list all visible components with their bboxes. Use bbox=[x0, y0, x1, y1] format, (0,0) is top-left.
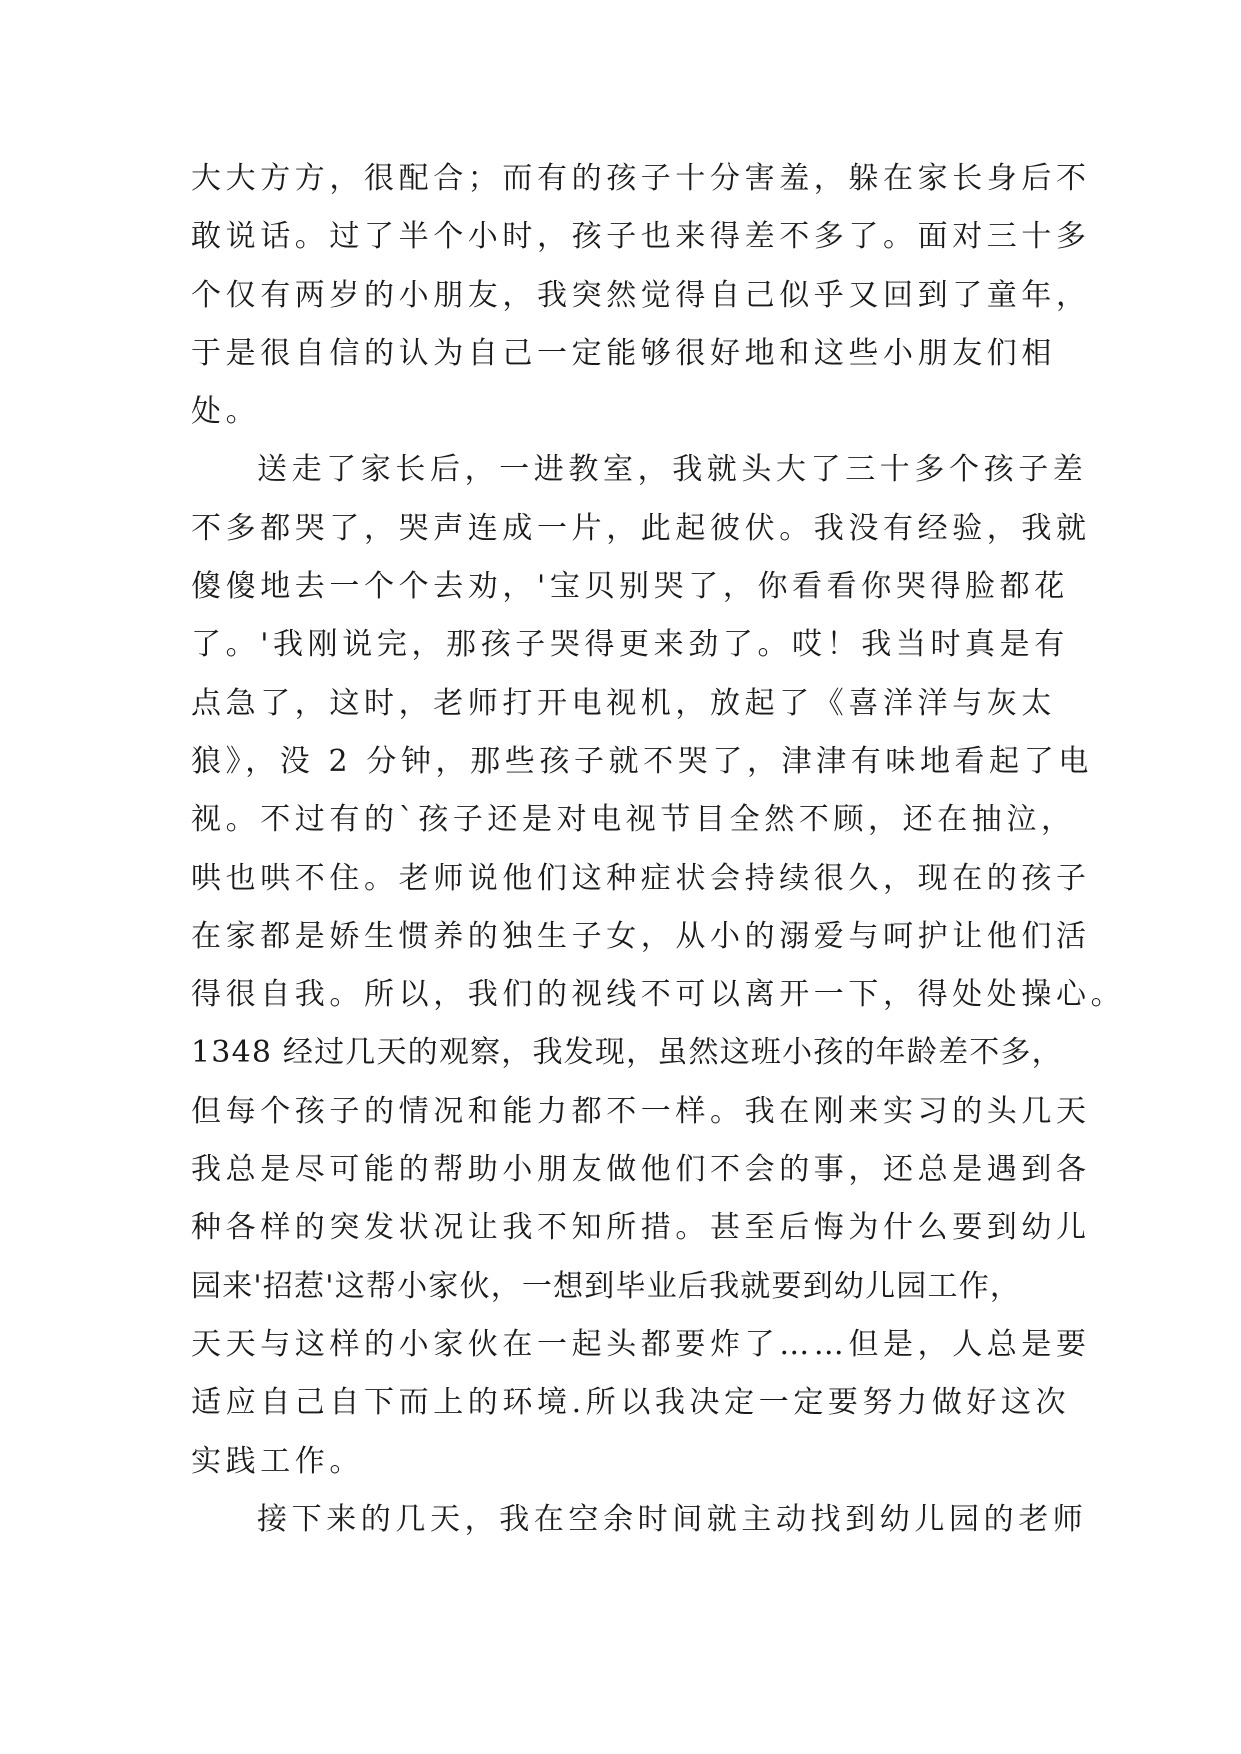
text-line: 个仅有两岁的小朋友，我突然觉得自己似乎又回到了童年， bbox=[191, 277, 1091, 313]
text-line: 种各样的突发状况让我不知所措。甚至后悔为什么要到幼儿 bbox=[191, 1210, 1091, 1246]
text-line: 天天与这样的小家伙在一起头都要炸了……但是，人总是要 bbox=[191, 1326, 1091, 1362]
paragraph-start-line: 接下来的几天，我在空余时间就主动找到幼儿园的老师 bbox=[257, 1501, 1088, 1537]
text-line: 在家都是娇生惯养的独生子女，从小的溺爱与呵护让他们活 bbox=[191, 918, 1091, 954]
text-line: 了。'我刚说完，那孩子哭得更来劲了。哎！我当时真是有 bbox=[191, 627, 1069, 663]
text-line: 我总是尽可能的帮助小朋友做他们不会的事，还总是遇到各 bbox=[191, 1152, 1091, 1188]
text-line: 但每个孩子的情况和能力都不一样。我在刚来实习的头几天 bbox=[191, 1093, 1091, 1129]
text-line: 于是很自信的认为自己一定能够很好地和这些小朋友们相 bbox=[191, 335, 1056, 371]
text-line: 1348 经过几天的观察，我发现，虽然这班小孩的年龄差不多， bbox=[191, 1035, 1063, 1071]
text-line: 处。 bbox=[191, 394, 261, 430]
text-line: 点急了，这时，老师打开电视机，放起了《喜洋洋与灰太 bbox=[191, 685, 1056, 721]
text-line: 大大方方，很配合；而有的孩子十分害羞，躲在家长身后不 bbox=[191, 161, 1091, 196]
text-line: 适应自己自下而上的环境.所以我决定一定要努力做好这次 bbox=[191, 1385, 1071, 1421]
text-line: 哄也哄不住。老师说他们这种症状会持续很久，现在的孩子 bbox=[191, 860, 1091, 896]
text-line: 实践工作。 bbox=[191, 1443, 364, 1479]
text-line: 傻傻地去一个个去劝，'宝贝别哭了，你看看你哭得脸都花 bbox=[191, 569, 1069, 605]
text-line: 视。不过有的`孩子还是对电视节目全然不顾，还在抽泣， bbox=[191, 802, 1076, 838]
text-line: 狼》，没 2 分钟，那些孩子就不哭了，津津有味地看起了电 bbox=[191, 743, 1093, 779]
text-line: 园来'招惹'这帮小家伙，一想到毕业后我就要到幼儿园工作， bbox=[191, 1268, 1022, 1304]
paragraph-start-line: 送走了家长后，一进教室，我就头大了三十多个孩子差 bbox=[257, 452, 1088, 488]
text-line: 不多都哭了，哭声连成一片，此起彼伏。我没有经验，我就 bbox=[191, 510, 1091, 546]
text-line: 得很自我。所以，我们的视线不可以离开一下，得处处操心。 bbox=[191, 977, 1126, 1013]
text-line: 敢说话。过了半个小时，孩子也来得差不多了。面对三十多 bbox=[191, 219, 1091, 255]
body-text bbox=[191, 150, 1126, 1549]
